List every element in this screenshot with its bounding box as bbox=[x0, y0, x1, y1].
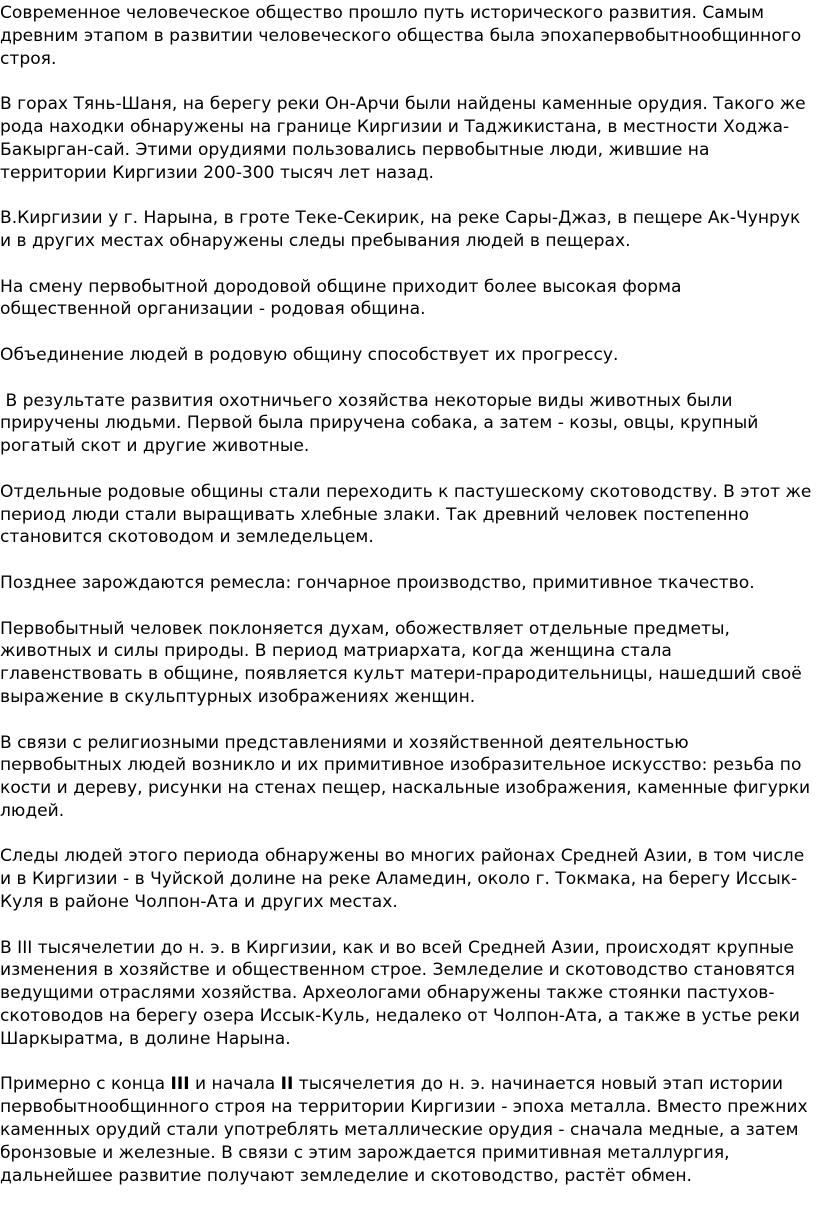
paragraph-metal-age bbox=[0, 1073, 812, 1187]
bold-roman-numeral: III bbox=[170, 1074, 190, 1095]
paragraph: На смену первобытной дородовой общине приходит более высокая форма общественной организации - родовая община. bbox=[0, 276, 682, 320]
bold-roman-numeral: II bbox=[280, 1074, 294, 1095]
paragraph: В результате развития охотничьего хозяйства некоторые виды животных были приручены людьми. Первой была приручена собака, а затем - козы, овцы, крупный рогатый скот и другие животные. bbox=[0, 390, 764, 457]
text-span: тысячелетия до н. э. начинается новый этап истории первобытнообщинного строя на территории Киргизии - эпоха металла. Вместо прежних каменных орудий стали употреблять металлические орудия - сначала медные, а затем бронзовые и железные. В связи с этим зарождается примитивная металлургия, дальнейшее развитие получают земледелие и скотоводство, растёт обмен. bbox=[0, 1074, 814, 1186]
paragraph: Первобытный человек поклоняется духам, обожествляет отдельные предметы, животных и силы природы. В период матриархата, когда женщина стала главенствовать в общине, появляется культ матери-прародительницы, нашедший своё выражение в скульптурных изображениях женщин. bbox=[0, 618, 802, 707]
text-span: и начала bbox=[189, 1074, 281, 1095]
paragraph: Объединение людей в родовую общину способствует их прогрессу. bbox=[0, 344, 619, 365]
paragraph: В горах Тянь-Шаня, на берегу реки Он-Арчи были найдены каменные орудия. Такого же рода находки обнаружены на границе Киргизии и Таджикистана, в местности Ходжа-Бакырган-сай. Этими орудиями пользовались первобытные люди, жившие на территории Киргизии 200-300 тысяч лет назад. bbox=[0, 94, 806, 183]
paragraph: Позднее зарождаются ремесла: гончарное производство, примитивное ткачество. bbox=[0, 572, 755, 593]
paragraph: Современное человеческое общество прошло путь исторического развития. Самым древним этапом в развитии человеческого общества была эпохапервобытнообщинного строя. bbox=[0, 3, 802, 69]
paragraph: Отдельные родовые общины стали переходить к пастушескому скотоводству. В этот же период люди стали выращивать хлебные злаки. Так древний человек постепенно становится скотоводом и земледельцем. bbox=[0, 481, 812, 548]
text-span: Примерно с конца bbox=[0, 1074, 171, 1095]
document-body bbox=[0, 2, 812, 1187]
paragraph: В III тысячелетии до н. э. в Киргизии, как и во всей Средней Азии, происходят крупные изменения в хозяйстве и общественном строе. Земледелие и скотоводство становятся ведущими отраслями хозяйства. Археологами обнаружены также стоянки пастухов-скотоводов на берегу озера Иссык-Куль, недалеко от Чолпон-Ата, а также в устье реки Шаркыратма, в долине Нарына. bbox=[0, 937, 800, 1049]
paragraph: В связи с религиозными представлениями и хозяйственной деятельностью первобытных людей возникло и их примитивное изобразительное искусство: резьба по кости и дереву, рисунки на стенах пещер, наскальные изображения, каменные фигурки людей. bbox=[0, 732, 811, 821]
paragraph: В.Киргизии у г. Нарына, в гроте Теке-Секирик, на реке Сары-Джаз, в пещере Ак-Чунрук и в других местах обнаружены следы пребывания людей в пещерах. bbox=[0, 208, 801, 251]
paragraph: Следы людей этого периода обнаружены во многих районах Средней Азии, в том числе и в Киргизии - в Чуйской долине на реке Аламедин, около г. Токмака, на берегу Иссык-Куля в районе Чолпон-Ата и других местах. bbox=[0, 846, 805, 913]
